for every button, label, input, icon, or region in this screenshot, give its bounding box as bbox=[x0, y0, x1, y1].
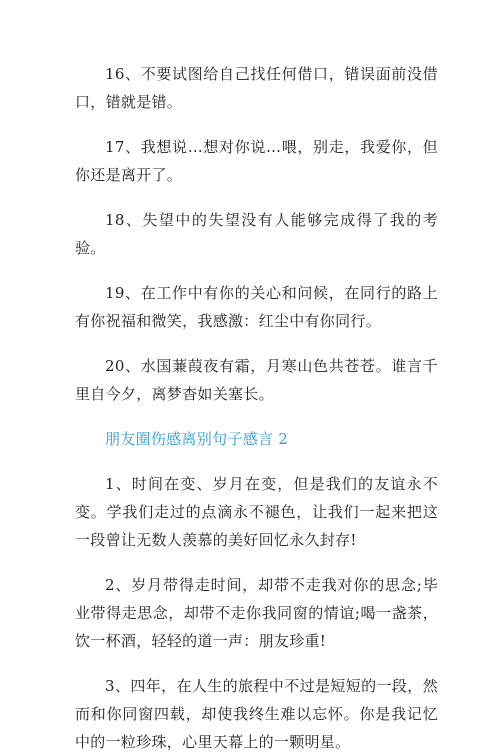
paragraph-18: 18、失望中的失望没有人能够完成得了我的考验。 bbox=[75, 211, 438, 257]
section-heading: 朋友圈伤感离别句子感言 2 bbox=[105, 430, 289, 448]
paragraph-3: 3、四年，在人生的旅程中不过是短短的一段，然而和你同窗四载，却使我终生难以忘怀。你是我记忆中的一粒珍珠，心里天幕上的一颗明星。 bbox=[75, 677, 438, 751]
paragraph-20: 20、水国蒹葭夜有霜，月寒山色共苍苍。谁言千里自今夕，离梦杳如关塞长。 bbox=[75, 357, 438, 403]
paragraph-1: 1、时间在变、岁月在变，但是我们的友谊永不变。学我们走过的点滴永不褪色，让我们一起来把这一段曾让无数人羡慕的美好回忆永久封存! bbox=[75, 475, 438, 549]
paragraph-2: 2、岁月带得走时间，却带不走我对你的思念;毕业带得走思念，却带不走你我同窗的情谊;喝一盏茶，饮一杯酒，轻轻的道一声：朋友珍重! bbox=[75, 576, 438, 650]
paragraph-17: 17、我想说…想对你说…喂，别走，我爱你，但你还是离开了。 bbox=[75, 138, 438, 184]
paragraph-19: 19、在工作中有你的关心和问候，在同行的路上有你祝福和微笑，我感激：红尘中有你同行。 bbox=[75, 284, 438, 330]
paragraph-16: 16、不要试图给自己找任何借口，错误面前没借口，错就是错。 bbox=[75, 65, 438, 111]
